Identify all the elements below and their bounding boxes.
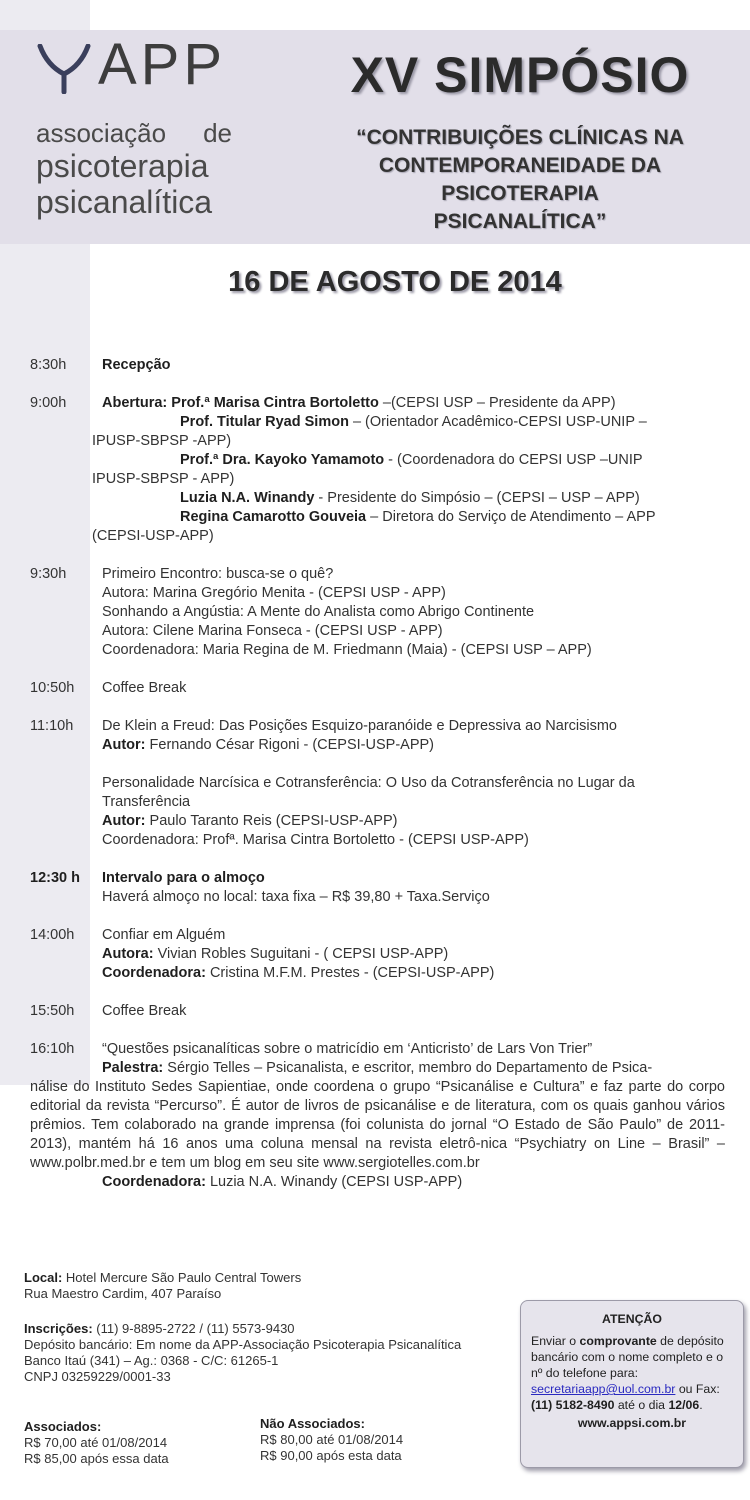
attention-title: ATENÇÃO — [602, 1312, 662, 1326]
venue-info: Local: Hotel Mercure São Paulo Central Towers Rua Maestro Cardim, 407 Paraíso — [24, 1270, 302, 1301]
logo-subtitle: associação de psicoterapia psicanalítica — [36, 118, 232, 220]
program-schedule — [0, 356, 750, 1211]
event-date: 16 DE AGOSTO DE 2014 — [228, 266, 562, 298]
event-subtitle: “CONTRIBUIÇÕES CLÍNICAS NA CONTEMPORANEIDADE DA PSICOTERAPIA PSICANALÍTICA” — [356, 126, 684, 233]
schedule-item: 10:50h Coffee Break — [30, 680, 187, 696]
schedule-time: 16:10h — [30, 1041, 75, 1057]
schedule-item: 9:00h Abertura: Prof.ª Marisa Cintra Bortoletto –(CEPSI USP – Presidente da APP) Prof. Titular Ryad Simon – (Orientador Acadêmico-CEPSI USP-UNIP – IPUSP-SBPSP -APP) Prof.ª Dra. Kayoko Yamamoto - (Coordenadora do CEPSI USP –UNIP IPUSP-SBPSP - APP) Luzia N.A. Winandy - Presidente do Simpósio – (CEPSI – USP – APP) Regina Camarotto Gouveia – Diretora do Serviço de Atendimento – APP (CEPSI-USP-APP) — [30, 395, 656, 544]
schedule-time: 9:00h — [30, 395, 67, 411]
schedule-time: 11:10h — [30, 718, 74, 734]
schedule-item: 9:30h Primeiro Encontro: busca-se o quê? Autora: Marina Gregório Menita - (CEPSI USP - APP) Sonhando a Angústia: A Mente do Analista como Abrigo Continente Autora: Cilene Marina Fonseca - (CEPSI USP - APP) Coordenadora: Maria Regina de M. Friedmann (Maia) - (CEPSI USP – APP) — [30, 566, 592, 658]
logo-name: APP — [98, 32, 227, 97]
schedule-item: 15:50h Coffee Break — [30, 1003, 187, 1019]
email-link[interactable]: secretariaapp@uol.com.br — [531, 1382, 676, 1396]
website-text: www.appsi.com.br — [577, 1416, 687, 1430]
schedule-time: 12:30 h — [30, 870, 80, 886]
attention-box — [520, 1300, 744, 1468]
schedule-item: 8:30h Recepção — [30, 357, 171, 373]
speaker-bio: nálise do Instituto Sedes Sapientiae, onde coordena o grupo “Psicanálise e Cultura” e faz parte do corpo editorial da revista “Percurso”. É autor de livros de psicanálise e de literatura, com os quais ganhou vários prêmios. Tem colaborado na grande imprensa (foi colunista do jornal “O Estado de São Paulo” de 2011-2013), mantém há 16 anos uma coluna mensal na revista eletrô-nica “Psychiatry on Line – Brasil” – www.polbr.med.br e tem um blog em seu site www.sergiotelles.com.br — [30, 1079, 725, 1171]
registration-info: Inscrições: (11) 9-8895-2722 / (11) 5573-9430 Depósito bancário: Em nome da APP-Associação Psicoterapia Psicanalítica Banco Itaú (341) – Ag.: 0368 - C/C: 61265-1 CNPJ 03259229/0001-33 — [24, 1321, 462, 1384]
event-title: XV SIMPÓSIO — [350, 47, 690, 103]
logo-icon — [36, 44, 92, 94]
schedule-time: 10:50h — [30, 680, 75, 696]
non-members-price: Não Associados: R$ 80,00 até 01/08/2014 R$ 90,00 após esta data — [260, 1416, 404, 1463]
members-price: Associados: R$ 70,00 até 01/08/2014 R$ 85,00 após essa data — [24, 1419, 169, 1466]
schedule-time: 8:30h — [30, 357, 67, 373]
schedule-time: 15:50h — [30, 1003, 75, 1019]
attention-text: Enviar o comprovante de depósito bancário com o nome completo e o nº do telefone para: secretariaapp@uol.com.br ou Fax:(11) 5182-8490 até o dia 12/06. — [531, 1334, 724, 1412]
schedule-item: 16:10h “Questões psicanalíticas sobre o matricídio em ‘Anticristo’ de Lars Von Trier” Palestra: Sérgio Telles – Psicanalista, e escritor, membro do Departamento de Psica- nálise do Instituto Sedes Sapientiae, onde coordena o grupo “Psicanálise e Cultura” e faz parte do corpo editorial da revista “Percurso”. É autor de livros de psicanálise e de literatura, com os quais ganhou vários prêmios. Tem colaborado na grande imprensa (foi colunista do jornal “O Estado de São Paulo” de 2011-2013), mantém há 16 anos uma coluna mensal na revista eletrô-nica “Psychiatry on Line – Brasil” – www.polbr.med.br e tem um blog em seu site www.sergiotelles.com.br Coordenadora: Luzia N.A. Winandy (CEPSI USP-APP) — [30, 1041, 725, 1190]
schedule-item: 14:00h Confiar em Alguém Autora: Vivian Robles Suguitani - ( CEPSI USP-APP) Coordenadora: Cristina M.F.M. Prestes - (CEPSI-USP-APP) — [30, 927, 495, 981]
schedule-time: 9:30h — [30, 566, 67, 582]
schedule-time: 14:00h — [30, 927, 75, 943]
schedule-item: 11:10h De Klein a Freud: Das Posições Esquizo-paranóide e Depressiva ao Narcisismo Autor: Fernando César Rigoni - (CEPSI-USP-APP) Personalidade Narcísica e Cotransferência: O Uso da Cotransferência no Lugar da Transferência Autor: Paulo Taranto Reis (CEPSI-USP-APP) Coordenadora: Profª. Marisa Cintra Bortoletto - (CEPSI USP-APP) — [30, 718, 635, 848]
schedule-item: 12:30 h Intervalo para o almoço Haverá almoço no local: taxa fixa – R$ 39,80 + Taxa.Serviço — [30, 870, 490, 905]
